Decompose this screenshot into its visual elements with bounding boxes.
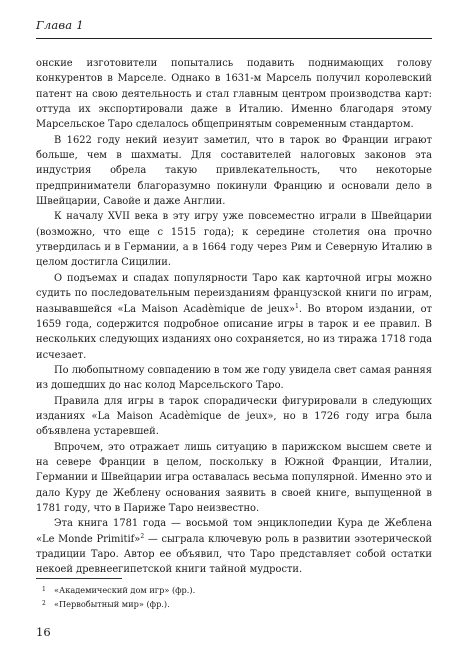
paragraph: По любопытному совпадению в том же году увидела свет самая ранняя из дошедших до нас колод Марсельского Таро. xyxy=(36,364,432,392)
text-body xyxy=(36,56,432,578)
footnote-ref: 1 xyxy=(295,302,299,310)
page-number: 16 xyxy=(36,625,51,639)
footnote xyxy=(36,584,432,598)
paragraph-text: . Во втором издании, от 1659 года, содержится подробное описание игры в тарок и ее правил. В нескольких следующих изданиях оно сохраняется, но из тиража 1718 года исчезает. xyxy=(36,303,433,361)
paragraph: онские изготовители попытались подавить поднимающих голову конкурентов в Марселе. Однако в 1631-м Марсель получил королевский патент на свою деятельность и стал главным центром производства карт: оттуда их экспортировали даже в Италию. Именно благодаря этому Марсельское Таро сделалось общепринятым современным стандартом. xyxy=(36,58,432,131)
running-header xyxy=(36,10,432,39)
paragraph-text: Эта книга 1781 года — восьмой том энциклопедии Кура де Жеблена «Le Monde Primitif» xyxy=(36,518,432,545)
paragraph: Впрочем, это отражает лишь ситуацию в парижском высшем свете и на севере Франции в целом, поскольку в Южной Франции, Италии, Германии и Швейцарии игра оставалась весьма популярной. Именно это и дало Куру де Жеблену основания заявить в своей книге, выпущенной в 1781 году, что в Париже Таро неизвестно. xyxy=(36,441,432,514)
footnote-text: «Академический дом игр» (фр.). xyxy=(54,585,196,595)
paragraph: К началу XVII века в эту игру уже повсеместно играли в Швейцарии (возможно, что еще с 1515 года); к середине столетия она прочно утвердилась и в Германии, а в 1664 году через Рим и Северную Италию в целом достигла Сицилии. xyxy=(36,211,432,269)
paragraph-text: — сыграла ключевую роль в развитии эзотерической традиции Таро. Автор ее объявил, что Таро представляет собой остатки некоей древнеегипетской книги тайной мудрости. xyxy=(36,533,432,576)
paragraph: В 1622 году некий иезуит заметил, что в тарок во Франции играют больше, чем в шахматы. Для составителей налоговых законов эта индустрия обрела такую привлекательность, что некоторые предприниматели благоразумно покинули Францию и основали дело в Швейцарии, Савойе и даже Англии. xyxy=(36,134,432,208)
footnote-text: «Первобытный мир» (фр.). xyxy=(54,598,170,609)
paragraph-text: О подъемах и спадах популярности Таро как карточной игры можно судить по последовательным переизданиям французской книги по играм, называвшейся «La Maison Acadèmique de jeux» xyxy=(36,272,432,315)
footnote-divider xyxy=(36,578,122,579)
footnote xyxy=(36,598,432,612)
paragraph xyxy=(36,516,432,577)
footnote-ref: 2 xyxy=(140,532,145,540)
paragraph: Правила для игры в тарок спорадически фигурировали в следующих изданиях «La Maison Acadèmique de jeux», но в 1726 году игра была объявлена устаревшей. xyxy=(36,395,432,438)
chapter-title: Глава 1 xyxy=(36,18,84,32)
paragraph xyxy=(36,271,432,363)
footnote-number: 2 xyxy=(42,599,46,607)
footnote-number: 1 xyxy=(42,586,46,593)
footnotes xyxy=(36,578,432,611)
